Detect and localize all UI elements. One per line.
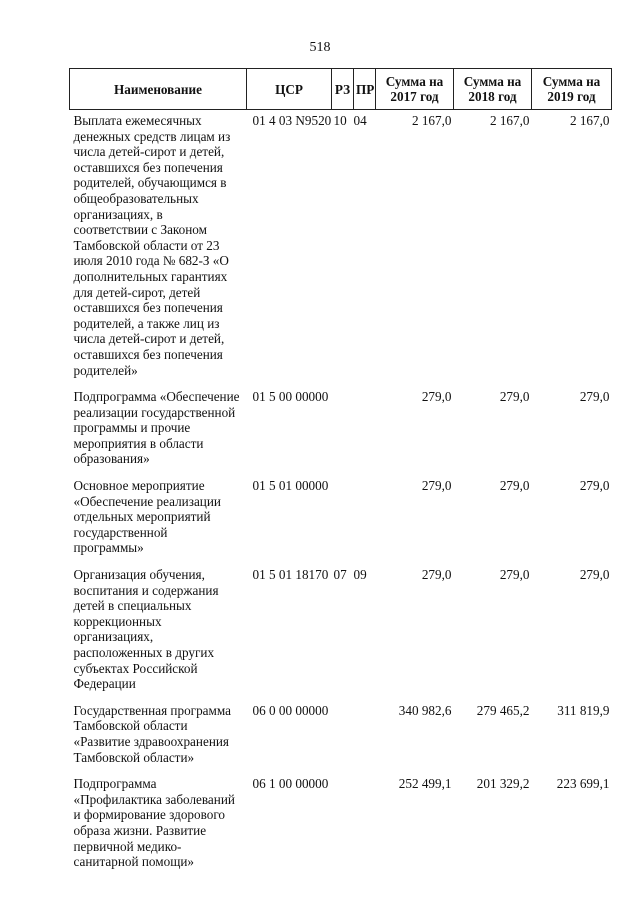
- budget-table: [69, 68, 612, 878]
- row-sum-2018: 279,0: [499, 567, 530, 583]
- table-header-row: [70, 69, 612, 110]
- row-sum-2017: 340 982,6: [398, 702, 452, 718]
- row-rz: [332, 773, 354, 878]
- row-sum-2018: 2 167,0: [489, 113, 530, 128]
- row-name: Подпрограмма «Обеспечение реализации государственной программы и прочие мероприятия в области образования»: [73, 389, 240, 467]
- row-sum-2019: 279,0: [579, 478, 610, 494]
- row-sum-2018: 279,0: [499, 478, 530, 494]
- row-rz: 10: [333, 113, 347, 128]
- row-pr: 04: [353, 113, 367, 128]
- row-name: Государственная программа Тамбовской области «Развитие здравоохранения Тамбовской области»: [73, 702, 231, 765]
- header-sum-2017: Сумма на 2017 год: [376, 69, 454, 110]
- row-sum-2019: 311 819,9: [557, 702, 610, 718]
- row-rz: [332, 700, 354, 773]
- row-sum-2017: 2 167,0: [411, 113, 452, 128]
- row-sum-2018: 279 465,2: [476, 702, 530, 718]
- row-csr: 01 5 00 00000: [252, 389, 329, 405]
- row-csr: 01 5 01 18170: [252, 567, 329, 583]
- page-number: 518: [309, 40, 331, 55]
- row-pr: [354, 700, 376, 773]
- header-sum-2019: Сумма на 2019 год: [532, 69, 612, 110]
- row-sum-2019: 279,0: [579, 389, 610, 405]
- row-pr: [354, 773, 376, 878]
- row-sum-2017: 279,0: [421, 478, 452, 494]
- row-sum-2018: 201 329,2: [476, 776, 530, 792]
- row-sum-2017: 252 499,1: [398, 776, 452, 792]
- row-csr: 06 0 00 00000: [252, 702, 329, 718]
- header-pr: ПР: [354, 69, 376, 110]
- row-name: Организация обучения, воспитания и содержания детей в специальных коррекционных организациях, расположенных в других субъектах Российской Федерации: [73, 567, 219, 692]
- row-rz: [332, 386, 354, 475]
- table-row: [70, 386, 612, 475]
- table-row: [70, 110, 612, 387]
- table-row: [70, 773, 612, 878]
- row-sum-2019: 2 167,0: [569, 113, 610, 128]
- row-sum-2017: 279,0: [421, 567, 452, 583]
- row-name: Подпрограмма «Профилактика заболеваний и формирование здорового образа жизни. Развитие первичной медико-санитарной помощи»: [73, 776, 235, 870]
- table-row: [70, 475, 612, 564]
- row-sum-2019: 223 699,1: [556, 776, 610, 792]
- row-name: Основное мероприятие «Обеспечение реализации отдельных мероприятий государственной программы»: [73, 478, 221, 556]
- row-name: Выплата ежемесячных денежных средств лицам из числа детей-сирот и детей, оставшихся без попечения родителей, обучающимся в общеобразовательных организациях, в соответствии с Законом Тамбовской области от 23 июля 2010 года № 682-З «О дополнительных гарантиях для детей-сирот, детей оставшихся без попечения родителей, а также лиц из числа детей-сирот и детей, оставшихся без попечения родителей»: [73, 113, 231, 378]
- header-rz: РЗ: [332, 69, 354, 110]
- header-sum-2018: Сумма на 2018 год: [454, 69, 532, 110]
- header-csr: ЦСР: [247, 69, 332, 110]
- row-csr: 06 1 00 00000: [252, 776, 329, 792]
- row-csr: 01 5 01 00000: [252, 478, 329, 494]
- header-name: Наименование: [70, 69, 247, 110]
- row-sum-2019: 279,0: [579, 567, 610, 583]
- row-sum-2017: 279,0: [421, 389, 452, 405]
- table-row: [70, 564, 612, 700]
- row-rz: 07: [333, 567, 347, 583]
- table-row: [70, 700, 612, 773]
- row-rz: [332, 475, 354, 564]
- row-pr: [354, 475, 376, 564]
- row-pr: [354, 386, 376, 475]
- row-csr: 01 4 03 N9520: [252, 113, 332, 128]
- row-pr: 09: [353, 567, 367, 583]
- row-sum-2018: 279,0: [499, 389, 530, 405]
